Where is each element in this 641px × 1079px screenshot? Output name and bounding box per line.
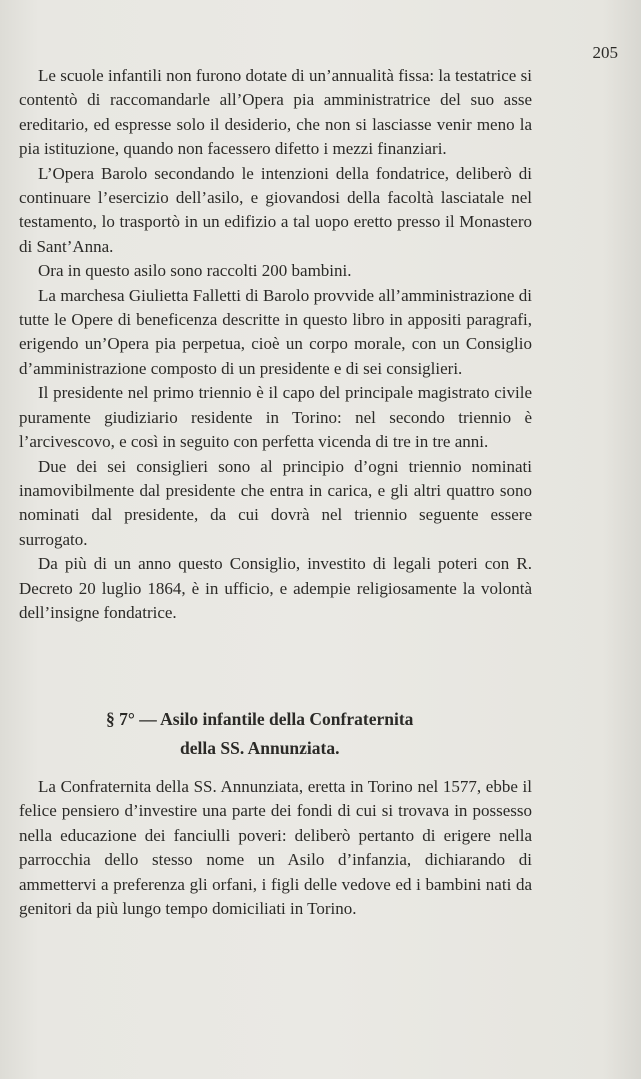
section-heading: § 7° — Asilo infantile della Confraternita — [106, 709, 414, 729]
paragraph: Le scuole infantili non furono dotate di un’annualità fissa: la testatrice si contentò di raccomandarle all’Opera pia amministratrice del suo asse ereditario, ed espresse solo il desiderio, che non si lasciasse venir meno la pia istituzione, quando non facessero difetto i mezzi finanziari. — [19, 66, 532, 159]
page-number: 205 — [592, 43, 618, 62]
paragraph: La Confraternita della SS. Annunziata, eretta in Torino nel 1577, ebbe il felice pensiero d’investire una parte dei fondi di cui si trovava in possesso nella educazione dei fanciulli poveri: deliberò pertanto di erigere nella parrocchia dello stesso nome un Asilo d’infanzia, dichiarando di ammettervi a preferenza gli orfani, i figli delle vedove ed i bambini nati da genitori da più lungo tempo domiciliati in Torino. — [19, 777, 532, 919]
body-text-bottom — [19, 775, 532, 921]
paragraph: Ora in questo asilo sono raccolti 200 bambini. — [38, 261, 352, 281]
paragraph: Da più di un anno questo Consiglio, investito di legali poteri con R. Decreto 20 luglio 1864, è in ufficio, e adempie religiosamente la volontà dell’insigne fondatrice. — [19, 554, 532, 622]
paragraph: Due dei sei consiglieri sono al principio d’ogni triennio nominati inamovibilmente dal presidente che entra in carica, e gli altri quattro sono nominati dal presidente, da cui dovrà nel triennio seguente essere surrogato. — [19, 456, 532, 549]
paragraph: Il presidente nel primo triennio è il capo del principale magistrato civile puramente giudiziario residente in Torino: nel secondo triennio è l’arcivescovo, e così in seguito con perfetta vicenda di tre in tre anni. — [19, 383, 532, 452]
section-heading-continuation: della SS. Annunziata. — [180, 738, 340, 758]
paragraph: L’Opera Barolo secondando le intenzioni della fondatrice, deliberò di continuare l’esercizio dell’asilo, e giovandosi della facoltà lasciatale nel testamento, lo trasportò in un edifizio a tal uopo eretto presso il Monastero di Sant’Anna. — [19, 163, 532, 256]
paragraph: La marchesa Giulietta Falletti di Barolo provvide all’amministrazione di tutte le Opere di beneficenza descritte in questo libro in appositi paragrafi, erigendo un’Opera pia perpetua, cioè un corpo morale, con un Consiglio d’amministrazione composto di un presidente e di sei consiglieri. — [19, 285, 532, 378]
body-text-top — [19, 64, 532, 625]
